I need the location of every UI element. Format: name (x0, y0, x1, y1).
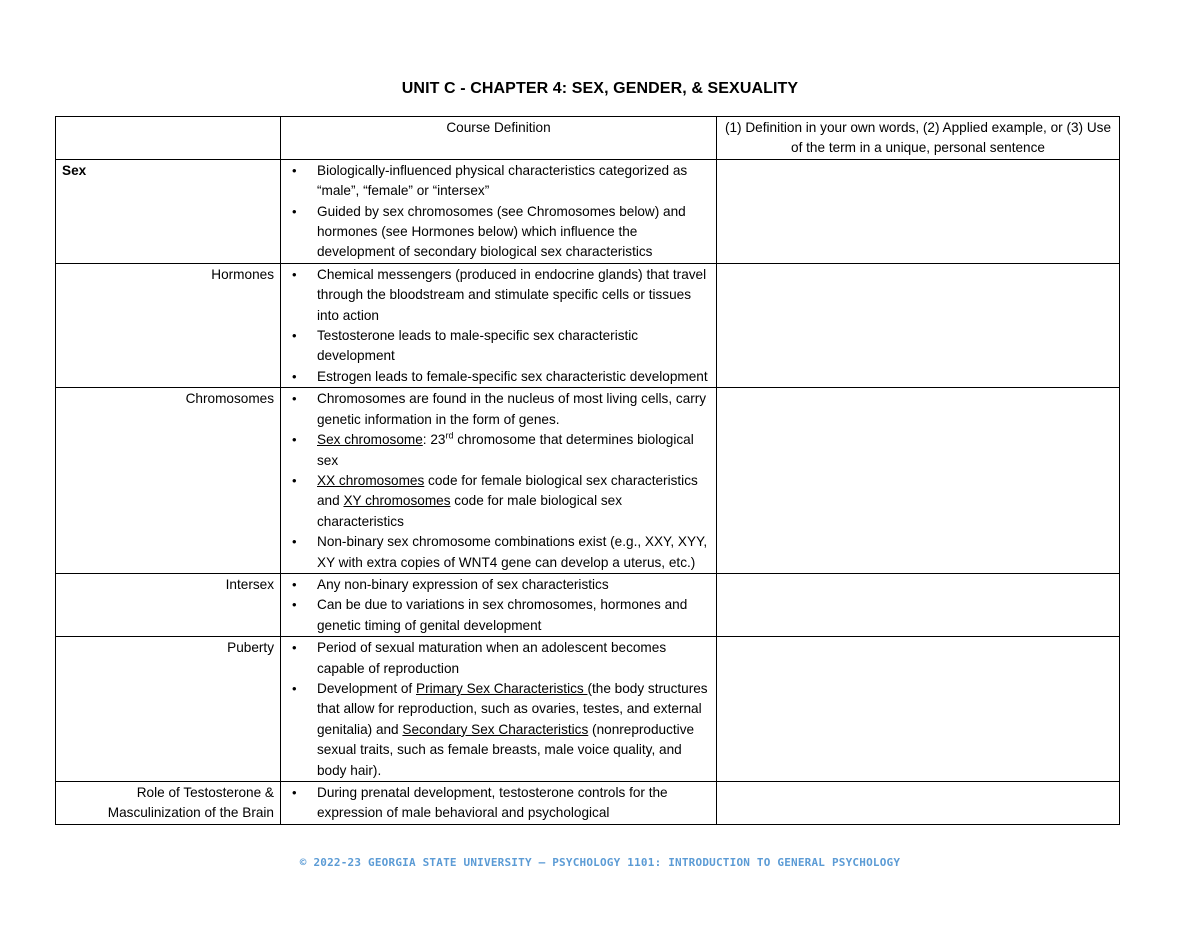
definition-bullet (287, 389, 710, 430)
table-row (56, 637, 1120, 782)
underlined-term: Sex chromosome (317, 432, 423, 448)
table-row (56, 263, 1120, 387)
definition-text: Biologically-influenced physical characteristics categorized as “male”, “female” or “intersex” (317, 162, 688, 199)
definition-bullet (287, 161, 710, 202)
definition-text: Non-binary sex chromosome combinations exist (e.g., XXY, XYY, XY with extra copies of WNT4 gene can develop a uterus, etc.) (317, 534, 708, 570)
term-cell: Puberty (56, 637, 281, 782)
course-definition-cell (281, 388, 717, 574)
response-input-cell[interactable] (717, 637, 1120, 782)
definition-bullet-list (287, 638, 710, 781)
table-row (56, 782, 1120, 825)
definition-text: Any non-binary expression of sex characteristics (317, 576, 609, 592)
term-cell: Role of Testosterone & Masculinization of the Brain (56, 782, 281, 825)
definition-bullet (287, 783, 710, 823)
definition-text: code for male biological sex characteristics (317, 493, 623, 529)
definition-text: During prenatal development, testosterone controls for the expression of male behavioral and psychological (317, 785, 668, 821)
definition-text: : 23 (422, 432, 446, 448)
term-cell: Chromosomes (56, 388, 281, 574)
course-definition-cell (281, 573, 717, 636)
table-header-row (56, 117, 1120, 160)
definition-bullet-list (287, 575, 710, 636)
definition-text: Chemical messengers (produced in endocrine glands) that travel through the bloodstream and stimulate specific cells or tissues into action (317, 266, 707, 323)
underlined-term: Primary Sex Characteristics (416, 680, 588, 696)
definition-text: rd (445, 430, 454, 441)
course-definition-cell (281, 637, 717, 782)
header-term-cell (56, 117, 281, 160)
underlined-term: XY chromosomes (343, 493, 451, 509)
definition-bullet (287, 679, 710, 781)
response-input-cell[interactable] (717, 573, 1120, 636)
definition-text: (nonreproductive sexual traits, such as female breasts, male voice quality, and body hair). (317, 721, 695, 778)
definition-text: Testosterone leads to male-specific sex characteristic development (317, 328, 639, 364)
table-row (56, 159, 1120, 263)
definition-bullet (287, 265, 710, 326)
definition-text: Estrogen leads to female-specific sex characteristic development (317, 368, 708, 384)
course-definition-cell (281, 782, 717, 825)
table-row (56, 388, 1120, 574)
terms-table (55, 116, 1120, 825)
copyright-footer: © 2022-23 GEORGIA STATE UNIVERSITY – PSYCHOLOGY 1101: INTRODUCTION TO GENERAL PSYCHOLOGY (299, 856, 901, 869)
definition-text: (the body structures that allow for reproduction, such as ovaries, testes, and external genitalia) and (317, 680, 708, 737)
definition-bullet (287, 595, 710, 636)
definition-text: code for female biological sex characteristics and (317, 472, 698, 509)
definition-text: Period of sexual maturation when an adolescent becomes capable of reproduction (317, 640, 667, 676)
term-cell: Intersex (56, 573, 281, 636)
definition-bullet-list (287, 783, 710, 823)
underlined-term: Secondary Sex Characteristics (402, 721, 589, 737)
definition-bullet (287, 326, 710, 367)
definition-bullet (287, 202, 710, 263)
term-cell: Hormones (56, 263, 281, 387)
page-title: UNIT C - CHAPTER 4: SEX, GENDER, & SEXUALITY (401, 80, 799, 97)
definition-text: Guided by sex chromosomes (see Chromosomes below) and hormones (see Hormones below) which influence the development of secondary biological sex characteristics (317, 203, 686, 260)
definition-bullet (287, 638, 710, 679)
definition-bullet (287, 575, 710, 595)
definition-bullet (287, 471, 710, 532)
course-definition-cell (281, 159, 717, 263)
definition-bullet (287, 532, 710, 573)
definition-bullet-list (287, 265, 710, 387)
definition-text: Can be due to variations in sex chromosomes, hormones and genetic timing of genital development (317, 597, 688, 633)
table-row (56, 573, 1120, 636)
definition-text: Chromosomes are found in the nucleus of most living cells, carry genetic information in the form of genes. (317, 391, 707, 427)
response-input-cell[interactable] (717, 263, 1120, 387)
definition-bullet-list (287, 161, 710, 263)
definition-bullet (287, 430, 710, 471)
definition-bullet (287, 367, 710, 387)
term-cell: Sex (56, 159, 281, 263)
response-input-cell[interactable] (717, 388, 1120, 574)
course-definition-cell (281, 263, 717, 387)
underlined-term: XX chromosomes (317, 472, 425, 488)
response-input-cell[interactable] (717, 159, 1120, 263)
definition-text: chromosome that determines biological sex (317, 432, 694, 468)
definition-bullet-list (287, 389, 710, 573)
header-personal-definition: (1) Definition in your own words, (2) Applied example, or (3) Use of the term in a unique, personal sentence (717, 117, 1120, 160)
response-input-cell[interactable] (717, 782, 1120, 825)
header-course-definition: Course Definition (281, 117, 717, 160)
definition-text: Development of (317, 680, 416, 696)
